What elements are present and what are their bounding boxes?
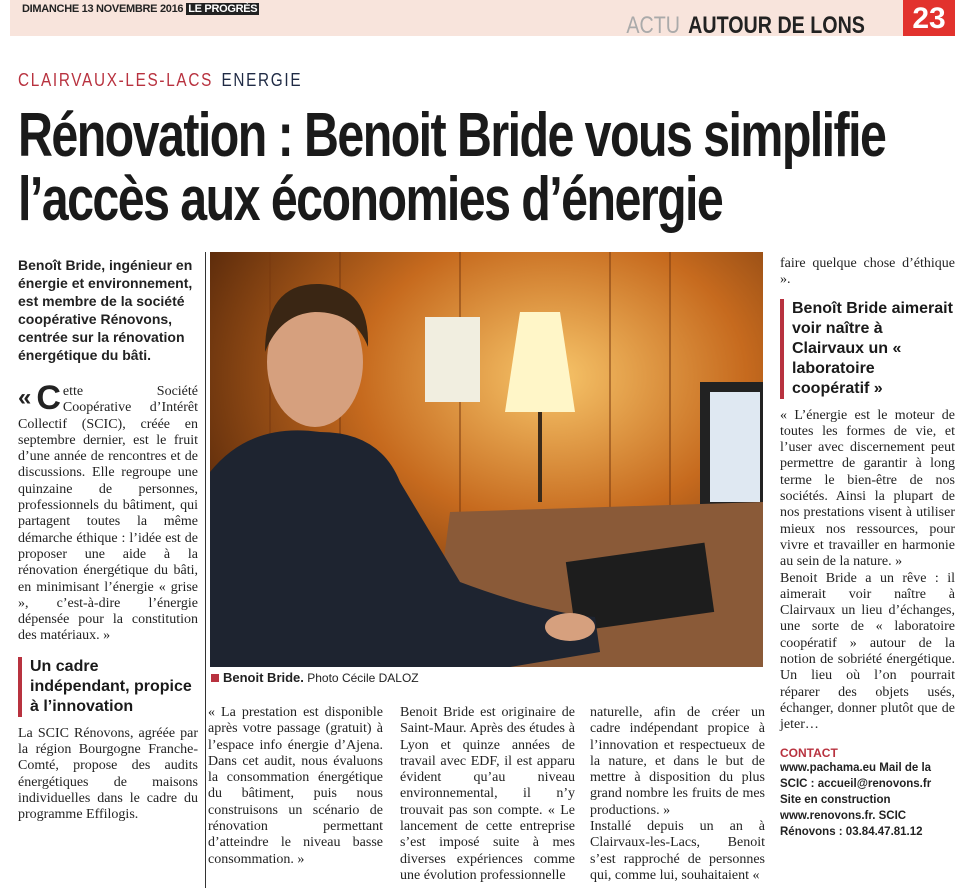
headline-line-2: l’accès aux économies d’énergie: [18, 165, 723, 234]
column-5-continuation: [780, 256, 955, 289]
paper-logo: LE PROGRÈS: [188, 3, 258, 15]
section-prefix: ACTU: [626, 12, 681, 39]
paragraph: « La prestation est disponible après votre passage (gratuit) à l’espace info énergie d’Ajena. Dans cet audit, nous évaluons la consommation énergétique du bâtiment, puis nous construisons un scénario de rénovation permettant d’atteindre le niveau basse consommation. »: [208, 705, 383, 867]
paragraph: Benoit Bride a un rêve : il aimerait voir naître à Clairvaux un lieu d’échanges, une sorte de « laboratoire coopératif » autour de la notion de sobriété énergétique. Un lieu où l’on pourrait réparer des objets usés, échanger, donner plutôt que de jeter…: [780, 570, 955, 733]
caption-marker-icon: [211, 674, 219, 682]
date-text: DIMANCHE 13 NOVEMBRE 2016: [22, 3, 184, 15]
drop-cap: C: [36, 379, 61, 417]
contact-heading: CONTACT: [780, 745, 838, 760]
paragraph: La SCIC Rénovons, agréée par la région Bourgogne Franche-Comté, propose des audits énergétiques de maisons individuelles dans le cadre du programme Effilogis.: [18, 725, 198, 823]
kicker: [18, 70, 302, 91]
kicker-topic: ENERGIE: [221, 70, 303, 90]
column-1: [18, 379, 198, 824]
headline-line-1: Rénovation : Benoit Bride vous simplifie: [18, 101, 886, 170]
column-5: [780, 256, 955, 840]
article-photo: [210, 252, 763, 667]
paragraph: [18, 379, 198, 645]
column-3: [400, 705, 575, 884]
paragraph: Benoit Bride est originaire de Saint-Maur. Après des études à Lyon et quinze années de travail avec EDF, il est apparu évident qu’au niveau environnemental, il n’y trouvait pas son compte. « Le lancement de cette entreprise s’est imposé suite à mes diverses expériences comme une évolution professionnelle: [400, 705, 575, 883]
header-band: [10, 0, 955, 39]
photo-caption: [211, 670, 419, 685]
photo-credit: Photo Cécile DALOZ: [307, 671, 419, 685]
column-2: [208, 705, 383, 868]
issue-date: [22, 3, 259, 15]
chapo: Benoît Bride, ingénieur en énergie et environnement, est membre de la société coopérative Rénovons, centrée sur la rénovation énergétique du bâti.: [18, 257, 193, 363]
subheading: Un cadre indépendant, propice à l’innovation: [18, 657, 198, 717]
paragraph-continued: faire quelque chose d’éthique ».: [780, 256, 955, 288]
section-title: [626, 12, 865, 40]
caption-name: Benoit Bride.: [223, 670, 304, 685]
paragraph-text: ette Société Coopérative d’Intérêt Collectif (SCIC), créée en septembre dernier, est le fruit d’une année de rencontres et de discussions. Elle regroupe une quinzaine de personnes, professionnels du bâtiment, qui partagent toutes la même démarche éthique : l’idée est de proposer une aide à la rénovation énergétique du bâti, en minimisant l’énergie « grise », c’est-à-dire l’énergie dépensée pour la constitution des matériaux. »: [18, 384, 198, 644]
paragraph: Installé depuis un an à Clairvaux-les-Lacs, Benoit s’est rapproché de personnes qui, comme lui, souhaitaient «: [590, 819, 765, 883]
calendar: [425, 317, 480, 402]
photo-illustration: [210, 252, 763, 667]
paragraph: « L’énergie est le moteur de toutes les formes de vie, et l’user avec discernement peut permettre de garantir à long terme le bien-être de nos sociétés. Ainsi la plupart de nos prestations visent à utiliser mieux nos ressources, pour vivre et travailler en harmonie au sein de la nature. »: [780, 407, 955, 570]
headline: [18, 101, 954, 234]
column-divider: [205, 252, 206, 888]
section-name: AUTOUR DE LONS: [688, 12, 865, 39]
subheading: Benoît Bride aimerait voir naître à Clairvaux un « laboratoire coopératif »: [780, 299, 955, 399]
kicker-location: CLAIRVAUX-LES-LACS: [18, 70, 213, 90]
paragraph-continued: naturelle, afin de créer un cadre indépendant propice à l’innovation et respectueux de la nature, et dans le but de mettre à disposition du plus grand nombre les fruits de mes productions. »: [590, 705, 765, 818]
page-number: 23: [903, 0, 955, 36]
quote-mark: «: [18, 384, 32, 411]
contact-info: www.pachama.eu Mail de la SCIC : accueil@renovons.fr Site en construction www.renovons.fr. SCIC Rénovons : 03.84.47.81.12: [780, 761, 932, 838]
column-4: [590, 705, 765, 884]
